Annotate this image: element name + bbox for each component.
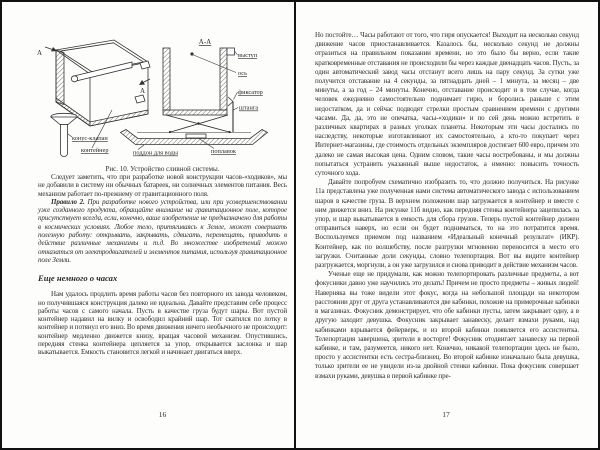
label-latch: фиксатор: [238, 89, 263, 96]
page-left: [2, 2, 294, 448]
rule-2-text: При разработке нового устройства, или при усовершенствовании уже созданного продукта, обращайте внимание на гравитационное поле, которое присутствует всегда, если, конечно, ваше изобретение не предназначено для работы в космических условиях. Любое тело, притягиваясь к Земле, может совершать полезную работу: открывать, закрывать, сдвигать, перемещать, приводить в действие различные механизмы и т.д. Во множестве изобретений можно отказаться от электродвигателей и элементов питания, используя гравитационное поле Земли.: [38, 197, 288, 264]
label-cone-valve: конус-клапан: [72, 135, 108, 142]
paragraph-3: Ученые еще не придумали, как можно телепортировать различные предметы, а вот фокусники давно уже научились это делать! Причем не просто предметы – живых людей! Наверняка вы тоже видели этот фокус, когда на небольшой площади на некотором расстоянии друг от друга устанавливаются две кабинки, похожие на примерочные кабинки в магазинах. Фокусник демонстрирует, что обе кабинки пусты, затем закрывает одну, а в другую заходит девушка. Фокусник закрывает занавеску, делает взмахи руками, над кабинками взрывается фейерверк, и из второй кабинки появляется его ассистентка. Телепортация завершена, зрители в восторге! Фокусник отодвигает занавеску на первой кабинке, и там, разумеется, никого нет. Конечно, никакой телепортации здесь не было, просто у ассистентки есть сестра-близнец. Во второй кабинке изначально была девушка, только зрители ее не увидели из-за двойной стенки кабинки. Пока фокусник совершает взмахи руками, девушка в первой кабинке пре-: [315, 270, 579, 380]
label-axis: ось: [238, 70, 247, 77]
section-arrow-label-side: А: [140, 87, 146, 95]
figure-caption: Рис. 10. Устройство сливной системы.: [105, 165, 220, 173]
section-arrow-label-top: А: [37, 49, 43, 57]
paragraph-intro: Следует заметить, что при разработке новой конструкции часов-«ходиков», мы не добавили в систему ни обычных батареек, ни солнечных элементов питания. Весь механизм работает по-прежнему от гравитационного поля.: [38, 173, 287, 198]
label-water-tray: поддон для воды: [133, 149, 178, 157]
paragraph-2: Давайте попробуем схематично изобразить то, что должно получиться. На рисунке 11а представлена уже полученная нами система автоматического завода с использованием шаров в качестве груза. В верхнем положении шар загружается в контейнер и вместе с ним движется вниз. На рисунке 11б видно, как передняя стенка контейнера зацепилась за упор, и шар выкатывается в емкость для сбора грузов. Теперь пустой контейнер должен отправиться наверх, но если он будет подниматься, то на это потратится время. Воспользуемся приемом под названием «Идеальный конечный результат» (ИКР). Контейнер, как по волшебству, после разгрузки мгновенно переносится в место его загрузки. Считанные доли секунды, словно телепортация. Вот вы видите контейнер разгружается, моргнули, а он уже загрузился и снова приводит в действие механизм часов.: [315, 178, 579, 270]
section-heading: Еще немного о часах: [38, 273, 118, 284]
paragraph-rule-2: [38, 198, 287, 264]
label-float: поплавок: [211, 148, 236, 155]
paragraph-1: Но постойте… Часы работают от того, что гиря опускается! Выходит на несколько секунд движение часов приостанавливается. Казалось бы, несколько секунд не должны отразиться на правильном показании времени, но это было бы верно, если такие кратковременные отставания не происходили бы через каждые двенадцать часов. Пусть, за один автоматический завод часы отстанут всего лишь на пару секунд. За сутки уже получится отставание на 4 секунды, за пятнадцать дней – 1 минута, за месяц – две минуты, а за год – 24 минуты. Конечно, отставание происходит и в том случае, когда человек ежедневно самостоятельно поднимает гирю, и боролись раньше с этим недостатком, да и сейчас подводят стрелки простым сравнением времени с другими часами. Да, да, это не опечатка, часы-«ходики» и по сей день можно встретить в различных квартирах в разных уголках планеты. Некоторым эти часы достались по наследству, некоторые изготавливают их самостоятельно, а кто-то покупает через Интернет-магазины, где стоимость отдельных экземпляров достигает 600 евро, причем это далеко не самая высокая цена. Одним словом, такие часы востребованы, и мы должны попытаться устранить указанный выше недостаток, а именно: повысить точность суточного хода.: [315, 31, 579, 178]
label-container: контейнер: [81, 147, 109, 154]
label-protrusion: выступ: [238, 52, 258, 59]
page-number-right: 17: [442, 410, 450, 419]
rule-2-label: Правило 2.: [51, 197, 85, 206]
page-right: [296, 2, 598, 448]
paragraph-clocks: Нам удалось продлить время работы часов без повторного их завода человеком, но получившаяся конструкция далеко не идеальна. Давайте представим себе процесс работы часов с самого начала. Пусть в качестве груза будут шары. Вот пустой контейнер надавил на вилку и освободил крайний шар. Тот скатился по лотку в контейнер и потянул его вниз. Во время движения ничего необычного не происходит: контейнер медленно движется книзу, вращая часовой механизм. Опустившись, передняя стенка контейнера цепляется за упор, открывается заслонка и шар выкатывается. Емкость становится легкой и начинает двигаться вверх.: [38, 290, 287, 357]
figure-10-diagram: [36, 36, 288, 160]
page-number-left: 16: [158, 410, 167, 419]
label-rod: штанга: [239, 104, 259, 112]
label-section-aa: А-А: [198, 38, 212, 46]
